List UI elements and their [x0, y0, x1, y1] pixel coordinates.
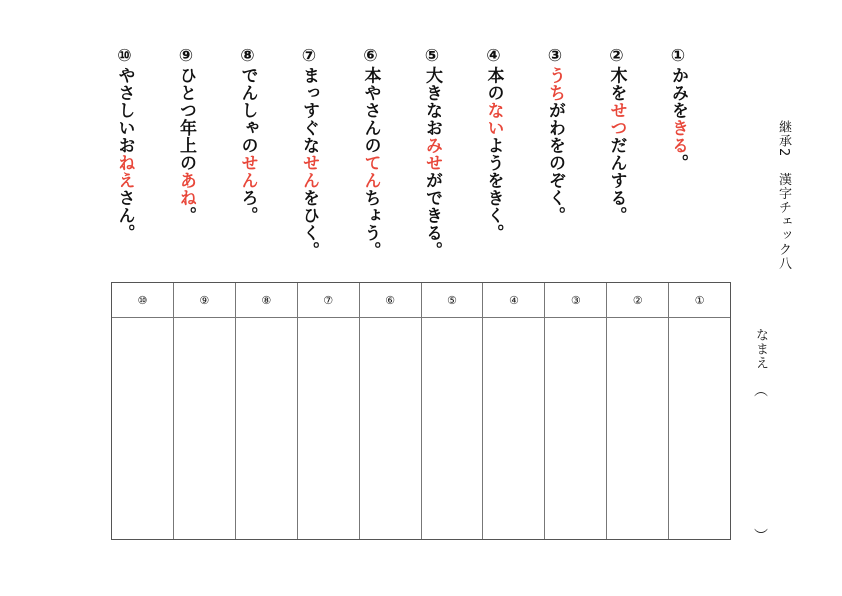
target-reading: せつ	[606, 101, 627, 137]
answer-box[interactable]	[174, 318, 235, 539]
question-text: まっすぐな	[299, 66, 319, 154]
question-text: 。	[176, 206, 196, 224]
answer-column-number: ①	[669, 283, 730, 318]
answer-column	[668, 283, 730, 539]
answer-column-number: ④	[483, 283, 544, 318]
question-text: だんする。	[606, 136, 627, 224]
name-field-open-paren: （	[752, 383, 768, 397]
answer-column	[112, 283, 173, 539]
answer-column	[359, 283, 421, 539]
question-text: 本の	[483, 66, 504, 102]
question-7	[297, 46, 321, 259]
answer-column-number: ⑨	[174, 283, 235, 318]
question-text: でんしゃの	[237, 66, 258, 154]
target-reading: せん	[237, 154, 258, 189]
question-number: ⑥	[360, 46, 381, 67]
answer-column-number: ⑧	[236, 283, 297, 318]
worksheet-header	[775, 120, 791, 270]
target-reading: せん	[299, 154, 319, 189]
target-reading: うち	[545, 66, 565, 102]
answer-box[interactable]	[360, 318, 421, 539]
question-4	[482, 46, 506, 242]
target-reading: あね	[176, 171, 196, 207]
target-reading: てん	[360, 154, 381, 189]
question-text: ひとつ年上の	[176, 66, 196, 172]
target-reading: ねえ	[114, 154, 135, 189]
question-text: ろ。	[237, 189, 258, 224]
answer-column-number: ②	[607, 283, 668, 318]
answer-box[interactable]	[236, 318, 297, 539]
answer-box[interactable]	[483, 318, 544, 539]
target-reading: きる	[668, 119, 688, 154]
question-number: ⑦	[299, 46, 319, 67]
question-3	[543, 46, 567, 224]
answer-box[interactable]	[669, 318, 730, 539]
answer-column	[482, 283, 544, 539]
answer-box[interactable]	[298, 318, 359, 539]
question-number: ①	[668, 46, 688, 67]
name-field-close-paren: ）	[752, 528, 768, 542]
question-number: ⑧	[237, 46, 258, 67]
question-10	[113, 46, 137, 242]
answer-column	[173, 283, 235, 539]
answer-column	[606, 283, 668, 539]
answer-box[interactable]	[422, 318, 483, 539]
question-text: 大きなお	[422, 66, 442, 137]
answer-column-number: ⑥	[360, 283, 421, 318]
target-reading: ない	[483, 101, 504, 137]
name-label: なまえ	[753, 328, 768, 370]
question-text: がわをのぞく。	[545, 101, 565, 224]
question-text: さん。	[114, 189, 135, 242]
question-text: ができる。	[422, 171, 442, 259]
answer-column-number: ⑦	[298, 283, 359, 318]
question-text: ちょう。	[360, 189, 381, 259]
answer-column	[235, 283, 297, 539]
question-number: ⑤	[422, 46, 442, 67]
series-label: 継承2	[776, 120, 791, 158]
answer-box[interactable]	[607, 318, 668, 539]
answer-box[interactable]	[545, 318, 606, 539]
question-number: ④	[483, 46, 504, 67]
question-text: 本やさんの	[360, 66, 381, 154]
question-text: やさしいお	[114, 66, 135, 154]
question-6	[359, 46, 383, 259]
question-number: ⑨	[176, 46, 196, 67]
answer-column	[297, 283, 359, 539]
question-text: かみを	[668, 66, 688, 119]
question-5	[420, 46, 444, 259]
answer-grid	[111, 282, 731, 540]
question-9	[174, 46, 198, 224]
question-8	[236, 46, 260, 224]
worksheet-title: 漢字チェック八	[776, 172, 791, 271]
answer-box[interactable]	[112, 318, 173, 539]
answer-column-number: ⑤	[422, 283, 483, 318]
question-text: をひく。	[299, 189, 319, 259]
question-number: ③	[545, 46, 565, 67]
target-reading: みせ	[422, 136, 442, 172]
question-number: ②	[606, 46, 627, 67]
answer-column-number: ⑩	[112, 283, 173, 318]
question-1	[666, 46, 690, 172]
question-text: ようをきく。	[483, 136, 504, 242]
question-text: 。	[668, 154, 688, 172]
question-text: 木を	[606, 66, 627, 102]
answer-column	[544, 283, 606, 539]
answer-column-number: ③	[545, 283, 606, 318]
question-2	[605, 46, 629, 224]
question-number: ⑩	[114, 46, 135, 67]
answer-column	[421, 283, 483, 539]
